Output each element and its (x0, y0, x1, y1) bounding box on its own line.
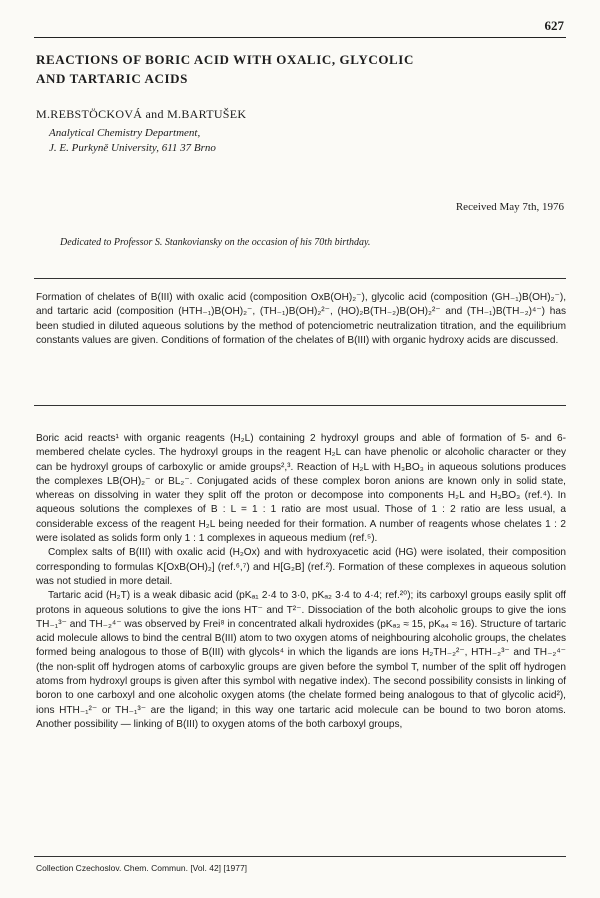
paragraph-2: Complex salts of B(III) with oxalic acid (H₂Ox) and with hydroxyacetic acid (HG) were isolated, their composition corresponding to formulas K[OxB(OH)₂] (ref.⁶,⁷) and H[G₂B] (ref.²). Formation of these complexes in aqueous solution was not studied in more detail. (36, 547, 566, 587)
body-text (36, 432, 566, 732)
abstract-bottom-rule (34, 405, 566, 406)
title-line-1: REACTIONS OF BORIC ACID WITH OXALIC, GLYCOLIC (36, 52, 414, 67)
abstract-top-rule (34, 278, 566, 279)
journal-footer: Collection Czechoslov. Chem. Commun. [Vol. 42] [1977] (36, 863, 248, 873)
footer-rule (34, 856, 566, 857)
affiliation (49, 126, 216, 156)
paragraph-1: Boric acid reacts¹ with organic reagents (H₂L) containing 2 hydroxyl groups and able of formation of 5- and 6-membered chelate cycles. The hydroxyl groups in the reagent H₂L can have phenolic or alcoholic character or they can be hydroxyl groups of carboxylic or amide groups²,³. Reaction of H₂L with H₃BO₃ in aqueous solutions produces the complexes LB(OH)₂⁻ or BL₂⁻. Conjugated acids of these complex boron anions are known only in solid state, whereas on dissolving in water they split off the proton or decompose into components H₂L and H₃BO₃ (ref.⁴). In aqueous solutions the complexes of B : L = 1 : 1 ratio are most usual. Those of 1 : 2 ratio are less usual, a considerable excess of the reagent H₂L being needed for their formation. A number of reagents whose chelates 1 : 2 were isolated as solids form only 1 : 1 complexes in aqueous medium (ref.⁵). (36, 433, 566, 545)
dedication: Dedicated to Professor S. Stankoviansky on the occasion of his 70th birthday. (60, 237, 371, 248)
received-date: Received May 7th, 1976 (455, 201, 564, 213)
page-number: 627 (544, 18, 564, 33)
title-line-2: AND TARTARIC ACIDS (36, 71, 188, 86)
affiliation-line-2: J. E. Purkyně University, 611 37 Brno (49, 142, 216, 154)
header-rule (34, 37, 566, 38)
authors: M.REBSTÖCKOVÁ and M.BARTUŠEK (36, 107, 247, 121)
affiliation-line-1: Analytical Chemistry Department, (49, 127, 201, 139)
paragraph-3: Tartaric acid (H₂T) is a weak dibasic acid (pKₐ₁ 2·4 to 3·0, pKₐ₂ 3·4 to 4·4; ref.²⁰); its carboxyl groups easily split off protons in aqueous solutions to give the ions HT⁻ and T²⁻. Dissociation of the both alcoholic groups to give the ions TH₋₁³⁻ and TH₋₂⁴⁻ was observed by Frei⁸ in concentrated alkali hydroxides (pKₐ₃ ≈ 15, pKₐ₄ ≈ 16). Structure of tartaric acid molecule allows to bind the central B(III) atom to two oxygen atoms of neighbouring alcoholic groups, the chelates formed being analogous to those of B(III) with glycols⁴ in which the ligands are ions H₂TH₋₂²⁻, HTH₋₂³⁻ and TH₋₂⁴⁻ (the non-split off hydrogen atoms of carboxylic groups are given before the symbol T, number of the split off hydrogen atoms from hydroxyl groups is given after this symbol with negative index). The second possibility consists in linking of boron to one carboxyl and one alcoholic oxygen atoms (the chelate formed being analogous to that of glycolic acid²), ions HTH₋₁²⁻ or TH₋₁³⁻ are the ligand; in this way one tartaric acid molecule can be bound to two boron atoms. Another possibility — linking of B(III) to oxygen atoms of the both carboxyl groups, (36, 590, 566, 730)
article-title (36, 50, 556, 88)
abstract: Formation of chelates of B(III) with oxalic acid (composition OxB(OH)₂⁻), glycolic acid (composition (GH₋₁)B(OH)₂⁻), and tartaric acid (composition (HTH₋₁)B(OH)₂⁻, (TH₋₁)B(OH)₂²⁻, (HO)₂B(TH₋₂)B(OH)₂²⁻ and (TH₋₁)B(TH₋₂)⁴⁻) has been studied in diluted aqueous solutions by the method of potenciometric neutralization titration, and the equilibrium constants values are given. Conditions of formation of the chelates of B(III) with organic hydroxy acids are discussed. (36, 292, 566, 346)
